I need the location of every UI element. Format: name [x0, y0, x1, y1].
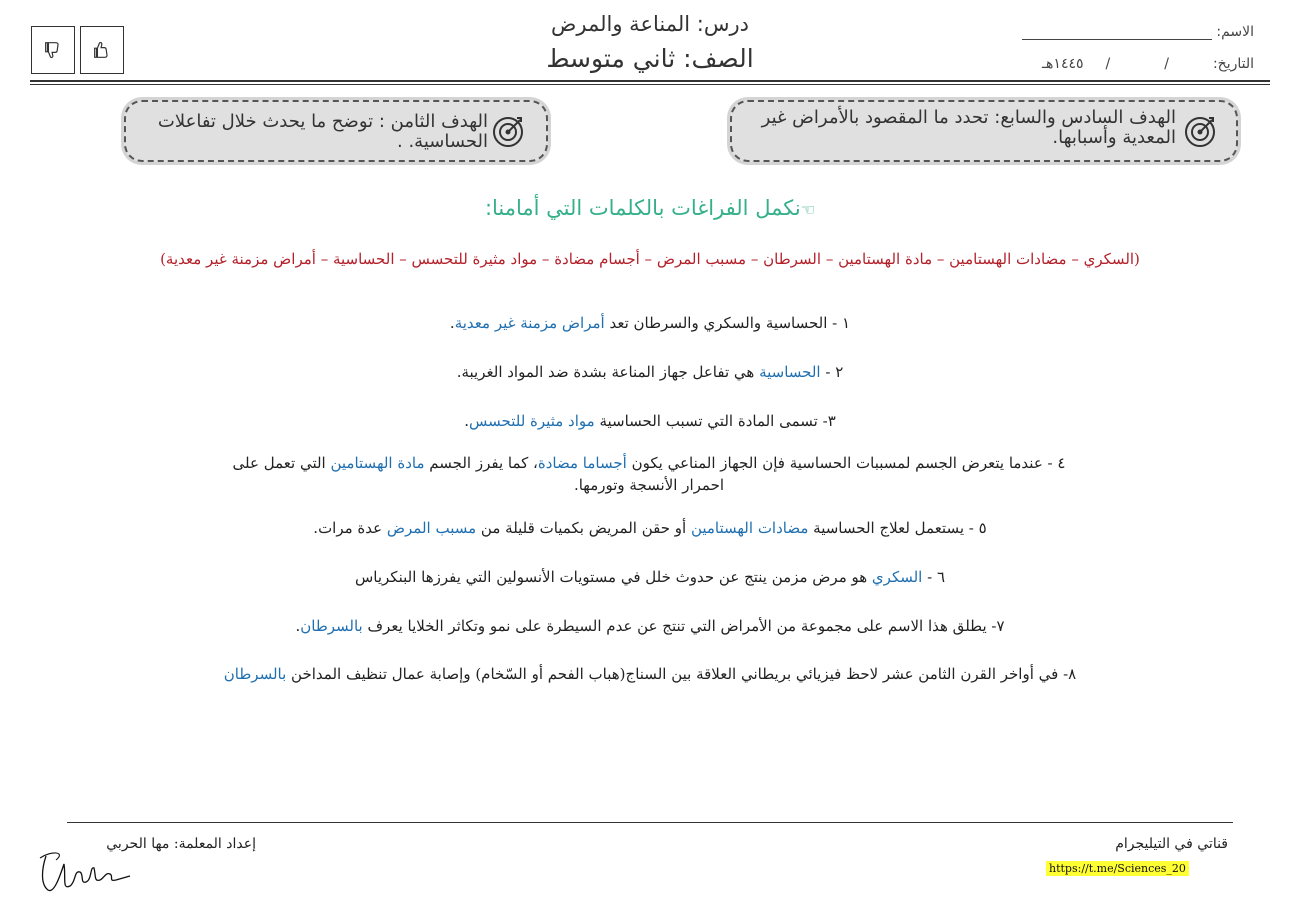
q8-text: ٨- في أواخر القرن الثامن عشر لاحظ فيزيائي بريطاني العلاقة بين السناج(هباب الفحم أو السّخام) وإصابة عمال تنظيف المداخن [286, 665, 1077, 683]
signature [36, 846, 136, 898]
name-line[interactable] [1022, 25, 1212, 40]
date-label: التاريخ: [1212, 56, 1254, 72]
q3-text-end: . [464, 412, 470, 430]
q6-text: ٦ - [922, 568, 946, 586]
q6-text-end: هو مرض مزمن ينتج عن حدوث خلل في مستويات الأنسولين التي يفرزها البنكرياس [354, 568, 872, 586]
channel-label: قناتي في التيليجرام [1115, 836, 1228, 852]
question-1 [300, 312, 1000, 334]
name-field [1022, 24, 1254, 40]
header-rule-thin [30, 84, 1270, 85]
question-8 [200, 663, 1100, 685]
q5-answer: مضادات الهستامين [690, 519, 809, 537]
grade-title: الصف: ثاني متوسط [546, 44, 754, 73]
instruction-text: نكمل الفراغات بالكلمات التي أمامنا: [484, 196, 801, 220]
date-field [1042, 56, 1254, 72]
question-6 [250, 566, 1050, 588]
header-rule [30, 80, 1270, 82]
q1-answer: أمراض مزمنة غير معدية [454, 314, 605, 332]
goal-text-right: الهدف السادس والسابع: تحدد ما المقصود بالأمراض غير المعدية وأسبابها. [761, 107, 1176, 148]
thumbs-up-icon [91, 39, 113, 61]
thumbs-down-box[interactable] [31, 26, 75, 74]
instruction [300, 196, 1000, 220]
q3-text: ٣- تسمى المادة التي تسبب الحساسية [594, 412, 836, 430]
q7-text: ٧- يطلق هذا الاسم على مجموعة من الأمراض التي تنتج عن عدم السيطرة على نمو وتكاثر الخلايا يعرف [362, 617, 1005, 635]
target-icon [490, 114, 526, 150]
q8-answer: بالسرطان [223, 665, 287, 683]
goal-box-right [730, 100, 1238, 162]
word-bank: (السكري – مضادات الهستامين – مادة الهستامين – السرطان – مسبب المرض – أجسام مضادة – مواد مثيرة للتحسس – الحساسية – أمراض مزمنة غير معدية) [160, 250, 1140, 268]
date-slash-2: / [1105, 56, 1111, 72]
question-3 [300, 410, 1000, 432]
target-icon [1182, 114, 1218, 150]
goal-text-left: الهدف الثامن : توضح ما يحدث خلال تفاعلات الحساسية. . [157, 111, 488, 152]
q4-answer: أجساما مضادة [537, 454, 627, 472]
q5-text: ٥ - يستعمل لعلاج الحساسية [808, 519, 987, 537]
q7-answer: بالسرطان [300, 617, 363, 635]
name-label: الاسم: [1216, 24, 1254, 40]
q4-text-end: التي تعمل على احمرار الأنسجة وتورمها. [232, 454, 725, 494]
q2-text: ٢ - [820, 363, 844, 381]
thumbs-down-icon [42, 39, 64, 61]
q3-answer: مواد مثيرة للتحسس [469, 412, 595, 430]
question-7 [250, 615, 1050, 637]
q1-text-end: . [449, 314, 455, 332]
q2-answer: الحساسية [759, 363, 821, 381]
q5-text-end: عدة مرات. [313, 519, 387, 537]
q4-answer-2: مادة الهستامين [330, 454, 425, 472]
pointing-hand-icon: ☜ [800, 200, 816, 219]
q4-text: ٤ - عندما يتعرض الجسم لمسببات الحساسية فإن الجهاز المناعي يكون [626, 454, 1066, 472]
question-2 [300, 361, 1000, 383]
date-year: ١٤٤٥هـ [1041, 56, 1084, 72]
q6-answer: السكري [871, 568, 923, 586]
footer-rule [67, 822, 1233, 823]
q5-answer-2: مسبب المرض [386, 519, 477, 537]
author-label: إعداد المعلمة: مها الحربي [106, 836, 256, 852]
date-slash-1: / [1164, 56, 1169, 72]
q5-text-mid: أو حقن المريض بكميات قليلة من [476, 519, 691, 537]
q7-text-end: . [295, 617, 301, 635]
question-5 [250, 517, 1050, 539]
q1-text: ١ - الحساسية والسكري والسرطان تعد [604, 314, 851, 332]
q4-text-mid: ، كما يفرز الجسم [424, 454, 538, 472]
thumbs-up-box[interactable] [80, 26, 124, 74]
lesson-title: درس: المناعة والمرض [551, 12, 749, 36]
telegram-link[interactable]: https://t.me/Sciences_20 [1046, 861, 1189, 876]
goal-box-left [124, 100, 548, 162]
q2-text-end: هي تفاعل جهاز المناعة بشدة ضد المواد الغريبة. [456, 363, 760, 381]
question-4 [228, 452, 1070, 496]
